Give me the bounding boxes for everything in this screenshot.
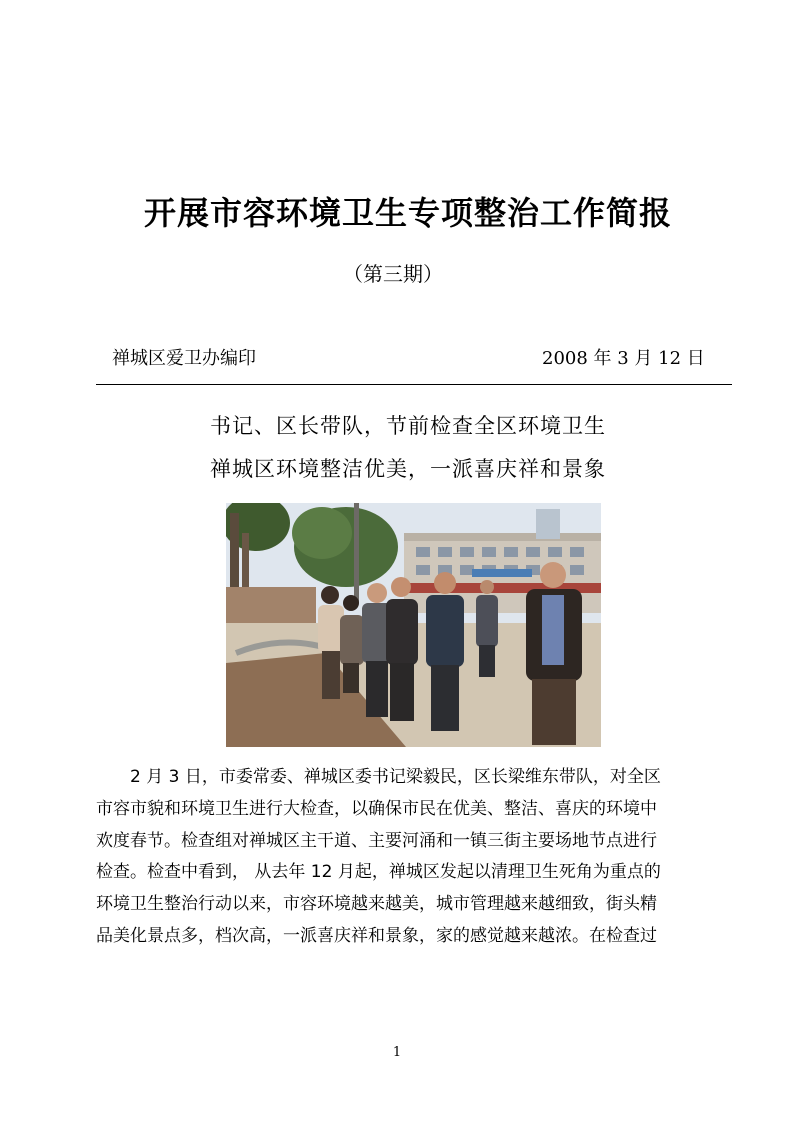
body-line: 检查。检查中看到， 从去年 12 月起，禅城区发起以清理卫生死角为重点的: [96, 862, 661, 883]
issue-number: （第三期）: [343, 262, 443, 286]
body-line: 品美化景点多，档次高，一派喜庆祥和景象，家的感觉越来越浓。在检查过: [96, 925, 657, 946]
headline-line-1: 书记、区长带队，节前检查全区环境卫生: [210, 414, 606, 438]
body-line: 环境卫生整治行动以来，市容环境越来越美，城市管理越来越细致，街头精: [96, 894, 657, 915]
header-divider: [96, 384, 732, 385]
inspection-photo: [226, 503, 601, 747]
document-title: 开展市容环境卫生专项整治工作简报: [143, 194, 672, 232]
page-number: 1: [392, 1045, 402, 1060]
body-line: 欢度春节。检查组对禅城区主干道、主要河涌和一镇三街主要场地节点进行: [96, 830, 657, 851]
body-line: 2 月 3 日，市委常委、禅城区委书记梁毅民，区长梁维东带队，对全区: [130, 767, 661, 787]
headline-line-2: 禅城区环境整洁优美，一派喜庆祥和景象: [210, 457, 606, 481]
publisher: 禅城区爱卫办编印: [112, 348, 256, 369]
publish-date: 2008 年 3 月 12 日: [542, 348, 705, 369]
body-text: [96, 762, 706, 953]
body-line: 市容市貌和环境卫生进行大检查，以确保市民在优美、整洁、喜庆的环境中: [96, 798, 657, 819]
